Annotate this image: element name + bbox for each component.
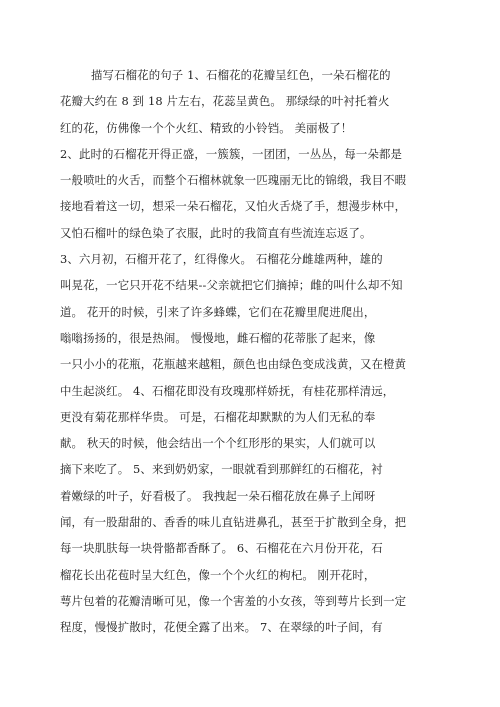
text-line: 描写石榴花的句子 1、石榴花的花瓣呈红色，一朵石榴花的 — [91, 68, 391, 82]
text-line: 一只小小的花瓶，花瓶越来越粗，颜色也由绿色变成浅黄，又在橙黄 — [60, 357, 407, 372]
text-line: 程度，慢慢扩散时，花便全露了出来。 7、在翠绿的叶子间，有 — [60, 620, 383, 635]
document-body — [60, 62, 440, 641]
text-line: 接地看着这一切，想采一朵石榴花，又怕火舌烧了手，想漫步林中， — [60, 199, 407, 214]
text-line: 摘下来吃了。 5、来到奶奶家，一眼就看到那鲜红的石榴花，衬 — [60, 462, 383, 477]
text-line: 中生起淡红。 4、石榴花即没有玫瑰那样娇抚，有桂花那样清远， — [60, 383, 395, 398]
text-line: 每一块肌肤每一块骨骼都香酥了。 6、石榴花在六月份开花，石 — [60, 541, 383, 556]
text-line: 献。 秋天的时候，他会结出一个个红形彤的果实，人们就可以 — [60, 436, 376, 451]
text-line: 一般喷吐的火舌，而整个石榴林就象一匹瑰丽无比的锦缎，我目不暇 — [60, 173, 407, 188]
text-line: 红的花，仿佛像一个个火红、精致的小铃铛。 美丽极了！ — [60, 120, 353, 135]
text-line: 着嫩绿的叶子，好看极了。 我拽起一朵石榴花放在鼻子上闻呀 — [60, 488, 376, 503]
text-line: 更没有菊花那样华贵。 可是，石榴花却默默的为人们无私的奉 — [60, 409, 376, 424]
text-line: 花瓣大约在 8 到 18 片左右，花蕊呈黄色。 那绿绿的叶衬托着火 — [60, 94, 390, 109]
text-line: 榴花长出花苞时呈大红色，像一个个火红的枸杞。 刚开花时， — [60, 567, 376, 582]
text-line: 又怕石榴叶的绿色染了衣服，此时的我简直有些流连忘返了。 — [60, 225, 372, 240]
text-line: 萼片包着的花瓣清晰可见，像一个害羞的小女孩，等到萼片长到一定 — [60, 593, 407, 608]
text-line: 闻，有一股甜甜的、香香的味儿直钻进鼻孔，甚至于扩散到全身，把 — [60, 515, 407, 530]
text-line: 3、六月初，石榴开花了，红得像火。 石榴花分雌雄两种，雄的 — [60, 252, 383, 267]
text-line: 2、此时的石榴花开得正盛，一簇簇，一团团，一丛丛，每一朵都是 — [60, 146, 403, 161]
text-line: 叫晃花，一它只开花不结果--父亲就把它们摘掉；雌的叫什么却不知 — [60, 278, 403, 293]
text-line: 嗡嗡扬扬的，很是热闹。 慢慢地，雌石榴的花蒂胀了起来，像 — [60, 330, 376, 345]
text-line: 道。 花开的时候，引来了许多蜂蝶，它们在花瓣里爬进爬出， — [60, 304, 376, 319]
